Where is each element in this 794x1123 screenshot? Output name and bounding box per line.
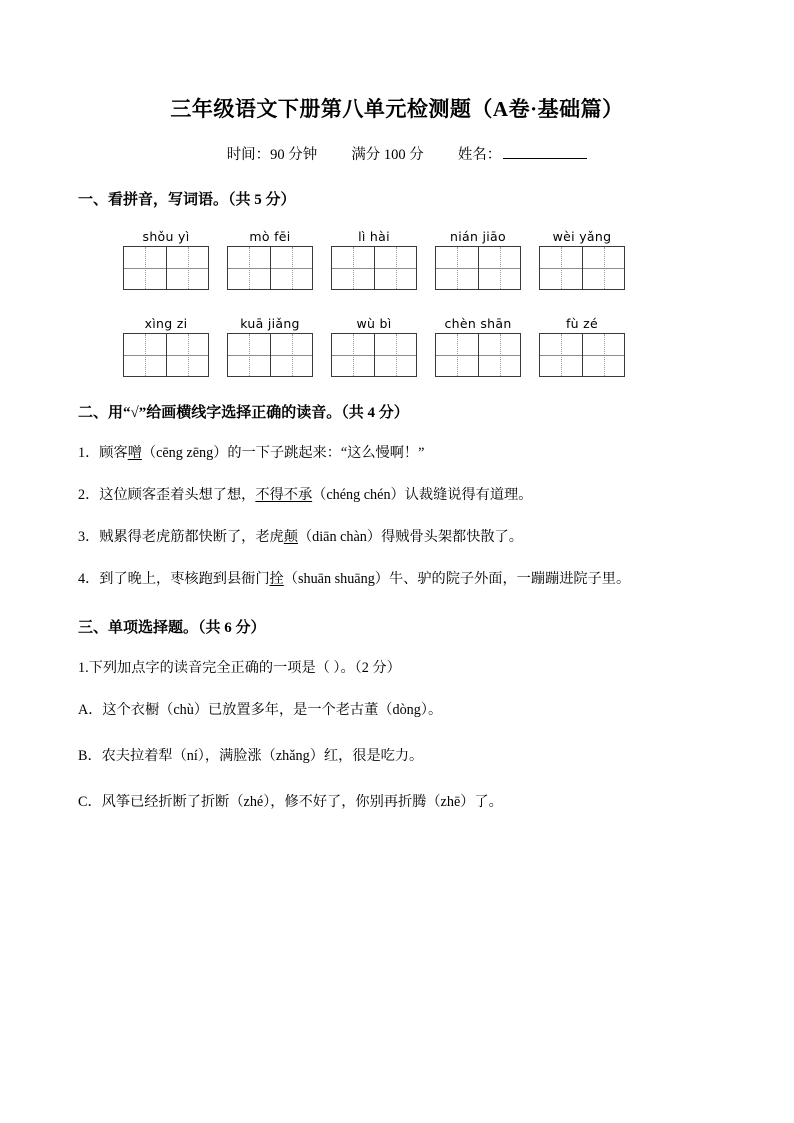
pinyin-label: xìng zi: [144, 316, 188, 332]
pinyin-label: shǒu yì: [142, 229, 190, 245]
writing-grid-slot[interactable]: [114, 246, 218, 290]
tianzige-box[interactable]: [227, 246, 313, 290]
question-text-pre: 顾客: [99, 445, 128, 462]
question-text-pre: 到了晚上，枣核跑到县衙门: [99, 571, 270, 588]
page-title: 三年级语文下册第八单元检测题（A卷·基础篇）: [170, 97, 624, 121]
tianzige-cell[interactable]: [436, 247, 478, 289]
tianzige-cell[interactable]: [436, 334, 478, 376]
student-name-label: 姓名：: [457, 147, 502, 164]
writing-grid-slot[interactable]: [322, 333, 426, 377]
writing-grid-slot[interactable]: [114, 333, 218, 377]
tianzige-cell[interactable]: [228, 247, 270, 289]
pinyin-label: nián jiāo: [450, 229, 506, 245]
tianzige-cell[interactable]: [332, 247, 374, 289]
tianzige-box[interactable]: [435, 333, 521, 377]
tianzige-cell[interactable]: [540, 334, 582, 376]
underlined-character[interactable]: 拴: [269, 571, 284, 588]
option-item-c[interactable]: C．风筝已经折断了折断（zhé），修不好了，你别再折腾（zhē）了。: [78, 794, 503, 811]
tianzige-box[interactable]: [227, 333, 313, 377]
writing-grid-slot[interactable]: [530, 333, 634, 377]
question-number: 1．: [78, 445, 100, 462]
tianzige-cell[interactable]: [270, 247, 312, 289]
question-text-post: （shuān shuāng）牛、驴的院子外面，一蹦蹦进院子里。: [283, 571, 631, 588]
exam-duration: 时间：90 分钟: [226, 147, 318, 164]
writing-grid-slot[interactable]: [530, 246, 634, 290]
pinyin-label: wèi yǎng: [552, 229, 612, 245]
section-3-heading: 三、单项选择题。（共 6 分）: [78, 620, 266, 637]
tianzige-cell[interactable]: [374, 334, 416, 376]
tianzige-cell[interactable]: [166, 247, 208, 289]
pinyin-label: kuā jiǎng: [240, 316, 300, 332]
question-number: 3．: [78, 529, 100, 546]
writing-grid-slot[interactable]: [218, 246, 322, 290]
section-1-body: [78, 229, 716, 377]
pinyin-label: mò fēi: [249, 229, 291, 245]
tianzige-box[interactable]: [123, 333, 209, 377]
question-item: [78, 526, 716, 548]
question-text-pre: 这位顾客歪着头想了想，: [99, 487, 256, 504]
section-3-body: [78, 657, 716, 813]
writing-grid-slot[interactable]: [426, 246, 530, 290]
tianzige-box[interactable]: [435, 246, 521, 290]
writing-grid-row-1: [78, 246, 716, 290]
section-2-body: [78, 442, 716, 590]
option-item-b[interactable]: B．农夫拉着犁（ní），满脸涨（zhǎng）红，很是吃力。: [78, 748, 424, 765]
tianzige-cell[interactable]: [332, 334, 374, 376]
tianzige-cell[interactable]: [124, 334, 166, 376]
student-name-field[interactable]: [458, 143, 588, 164]
option-item-a[interactable]: A．这个衣橱（chù）已放置多年，是一个老古董（dòng）。: [78, 702, 443, 719]
exam-meta-row: [78, 143, 716, 164]
pinyin-label: chèn shān: [444, 316, 512, 332]
underlined-character[interactable]: 颠: [283, 529, 298, 546]
question-text-post: （diān chàn）得贼骨头架都快散了。: [297, 529, 523, 546]
question-number: 2．: [78, 487, 100, 504]
underlined-character[interactable]: 噌: [127, 445, 142, 462]
section-1-heading: 一、看拼音，写词语。（共 5 分）: [78, 192, 296, 209]
tianzige-cell[interactable]: [478, 334, 520, 376]
tianzige-cell[interactable]: [166, 334, 208, 376]
tianzige-cell[interactable]: [124, 247, 166, 289]
pinyin-label: lì hài: [358, 229, 390, 245]
tianzige-cell[interactable]: [228, 334, 270, 376]
pinyin-label: fù zé: [565, 316, 599, 332]
question-item: [78, 442, 716, 464]
tianzige-cell[interactable]: [478, 247, 520, 289]
tianzige-box[interactable]: [539, 333, 625, 377]
writing-grid-row-2: [78, 333, 716, 377]
tianzige-box[interactable]: [539, 246, 625, 290]
question-number: 4．: [78, 571, 100, 588]
tianzige-cell[interactable]: [374, 247, 416, 289]
tianzige-cell[interactable]: [270, 334, 312, 376]
pinyin-row-2: [78, 316, 716, 331]
tianzige-box[interactable]: [123, 246, 209, 290]
tianzige-box[interactable]: [331, 246, 417, 290]
pinyin-label: wù bì: [356, 316, 392, 332]
pinyin-row-1: [78, 229, 716, 244]
question-item: [78, 484, 716, 506]
question-text-pre: 贼累得老虎筋都快断了，老虎: [99, 529, 284, 546]
tianzige-cell[interactable]: [582, 247, 624, 289]
exam-total-score: 满分 100 分: [351, 147, 424, 164]
writing-grid-slot[interactable]: [426, 333, 530, 377]
question-item: 1.下列加点字的读音完全正确的一项是（ ）。（2 分）: [78, 660, 401, 677]
writing-grid-slot[interactable]: [322, 246, 426, 290]
question-item: [78, 568, 716, 590]
writing-grid-slot[interactable]: [218, 333, 322, 377]
student-name-blank[interactable]: [503, 145, 587, 159]
underlined-character[interactable]: 不得不承: [255, 487, 313, 504]
tianzige-cell[interactable]: [582, 334, 624, 376]
question-text-post: （chéng chén）认裁缝说得有道理。: [312, 487, 533, 504]
section-2-heading: 二、用“√”给画横线字选择正确的读音。（共 4 分）: [78, 405, 409, 422]
tianzige-box[interactable]: [331, 333, 417, 377]
tianzige-cell[interactable]: [540, 247, 582, 289]
question-text-post: （cēng zēng）的一下子跳起来：“这么慢啊！”: [141, 445, 425, 462]
